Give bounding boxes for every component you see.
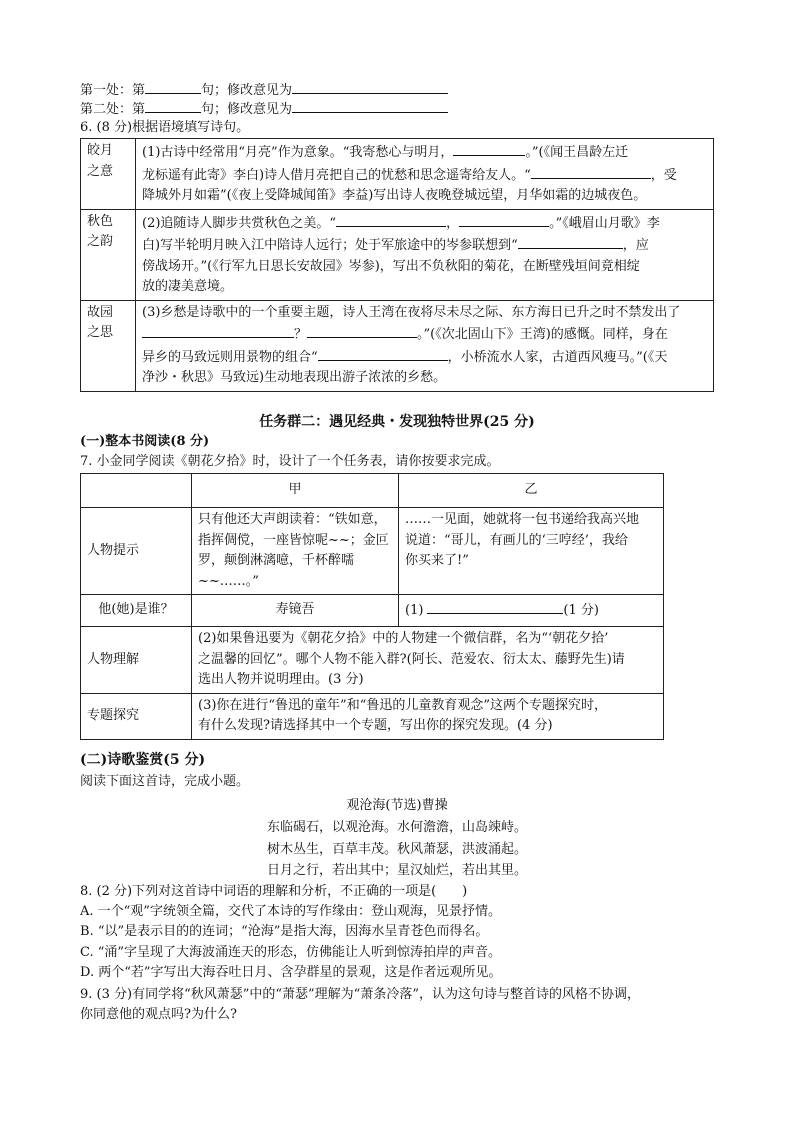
table-row <box>81 627 664 694</box>
answer-blank[interactable] <box>292 98 448 113</box>
q8-option-c: C. “涌”字呈现了大海波涌连天的形态，仿佛能让人听到惊涛拍岸的声音。 <box>80 945 502 960</box>
row-content: (2)追随诗人脚步共赏秋色之美。“ ， 。”《峨眉山月歌》李 白)写半轮明月映入江中陪诗人远行；处于军旅途中的岑参联想到“ ，应 傍战场开。”(《行军九日思长安故园》岑参)，写出不负秋阳的菊花，在断壁残垣间竟相绽 放的凄美意境。 <box>136 209 714 300</box>
table-cell: 寿镜吾 <box>192 595 399 627</box>
row-label: 他(她)是谁？ <box>81 595 192 627</box>
answer-blank[interactable] <box>145 79 201 94</box>
revision-label: 句；修改意见为 <box>201 83 293 98</box>
answer-blank[interactable] <box>145 98 201 113</box>
row-content: (3)乡愁是诗歌中的一个重要主题，诗人王湾在夜将尽未尽之际、东方海日已升之时不禁发出了 ？ 。”(《次北固山下》王湾)的感慨。同样，身在 异乡的马致远则用景物的组合“ ，小桥流水人家，古道西风瘦马。”(《天 净沙・秋思》马致远)生动地表现出游子浓浓的乡愁。 <box>136 300 714 391</box>
row-label: 人物理解 <box>81 627 192 694</box>
section-title: 任务群二：遇见经典・发现独特世界(25 分) <box>259 414 535 430</box>
answer-blank[interactable] <box>459 212 549 227</box>
answer-blank[interactable] <box>336 212 446 227</box>
q8-option-a: A. 一个“观”字统领全篇，交代了本诗的写作缘由：登山观海，见景抒情。 <box>80 904 501 919</box>
row-label: 专题探究 <box>81 693 192 739</box>
table-cell: (1) (1 分) <box>399 595 664 627</box>
answer-blank[interactable] <box>531 164 651 179</box>
answer-blank[interactable] <box>142 323 294 338</box>
q6-table <box>80 138 714 392</box>
table-row <box>81 595 664 627</box>
answer-blank[interactable] <box>427 599 563 614</box>
revision-line-2 <box>80 98 448 120</box>
poem-line: 日月之行，若出其中；星汉灿烂，若出其里。 <box>266 863 527 878</box>
table-cell: (2)如果鲁迅要为《朝花夕拾》中的人物建一个微信群，名为“‘朝花夕拾’ 之温馨的回忆”。哪个人物不能入群?(阿长、范爱农、衍太太、藤野先生)请 选出人物并说明理由。(3 分) <box>192 627 664 694</box>
table-cell: (3)你在进行“鲁迅的童年”和“鲁迅的儿童教育观念”这两个专题探究时， 有什么发现?请选择其中一个专题，写出你的探究发现。(4 分) <box>192 693 664 739</box>
table-row <box>81 474 664 508</box>
answer-blank[interactable] <box>292 79 448 94</box>
answer-blank[interactable] <box>518 234 623 249</box>
poetry-intro: 阅读下面这首诗，完成小题。 <box>80 774 250 789</box>
revision-label: 句；修改意见为 <box>201 102 293 117</box>
row-label: 故园 之思 <box>81 300 136 391</box>
subsection-heading: (一)整本书阅读(8 分) <box>80 434 210 449</box>
row-label: 秋色 之韵 <box>81 209 136 300</box>
subsection-heading: (二)诗歌鉴赏(5 分) <box>80 752 206 768</box>
header-cell <box>81 474 192 508</box>
poem-line: 东临碣石，以观沧海。水何澹澹，山岛竦峙。 <box>266 820 527 835</box>
table-row <box>81 209 714 300</box>
answer-blank[interactable] <box>318 346 448 361</box>
poem-line: 树木丛生，百草丰茂。秋风萧瑟，洪波涌起。 <box>266 842 527 857</box>
table-cell: ……一见面，她就将一包书递给我高兴地 说道：“哥儿，有画儿的‘三哼经’，我给 你买来了!” <box>399 508 664 595</box>
answer-blank[interactable] <box>307 323 417 338</box>
row-content: (1)古诗中经常用“月亮”作为意象。“我寄愁心与明月， 。”(《闻王昌龄左迁 龙标遥有此寄》李白)诗人借月亮把自己的忧愁和思念遥寄给友人。“ ，受 降城外月如霜”(《夜上受降城闻笛》李益)写出诗人夜晚登城远望，月华如霜的边城夜色。 <box>136 139 714 210</box>
q8-option-d: D. 两个“若”字写出大海吞吐日月、含孕群星的景观，这是作者远观所见。 <box>80 965 502 980</box>
q9-stem-cont: 你同意他的观点吗?为什么? <box>80 1007 237 1022</box>
row-label: 人物提示 <box>81 508 192 595</box>
table-row <box>81 693 664 739</box>
q6-stem: 6. (8 分)根据语境填写诗句。 <box>80 120 250 135</box>
header-cell: 乙 <box>399 474 664 508</box>
answer-blank[interactable] <box>453 141 525 156</box>
table-row <box>81 508 664 595</box>
poem-title: 观沧海(节选)曹操 <box>346 798 448 813</box>
table-row <box>81 300 714 391</box>
q9-stem: 9. (3 分)有同学将“秋风萧瑟”中的“萧瑟”理解为“萧条冷落”，认为这句诗与整首诗的风格不协调， <box>80 987 640 1002</box>
q7-stem: 7. 小金同学阅读《朝花夕拾》时，设计了一个任务表，请你按要求完成。 <box>80 454 500 469</box>
q8-option-b: B. “以”是表示目的的连词；“沧海”是指大海，因海水呈青苍色而得名。 <box>80 924 489 939</box>
revision-label: 第二处：第 <box>80 102 146 117</box>
row-label: 皎月 之意 <box>81 139 136 210</box>
table-row <box>81 139 714 210</box>
header-cell: 甲 <box>192 474 399 508</box>
q8-stem: 8. (2 分)下列对这首诗中词语的理解和分析，不正确的一项是( ) <box>80 884 468 899</box>
revision-label: 第一处：第 <box>80 83 146 98</box>
q7-table <box>80 473 664 740</box>
table-cell: 只有他还大声朗读着：“铁如意， 指挥倜傥，一座皆惊呢~~；金叵 罗，颠倒淋漓噫，千杯醉嚅 ~~……。” <box>192 508 399 595</box>
